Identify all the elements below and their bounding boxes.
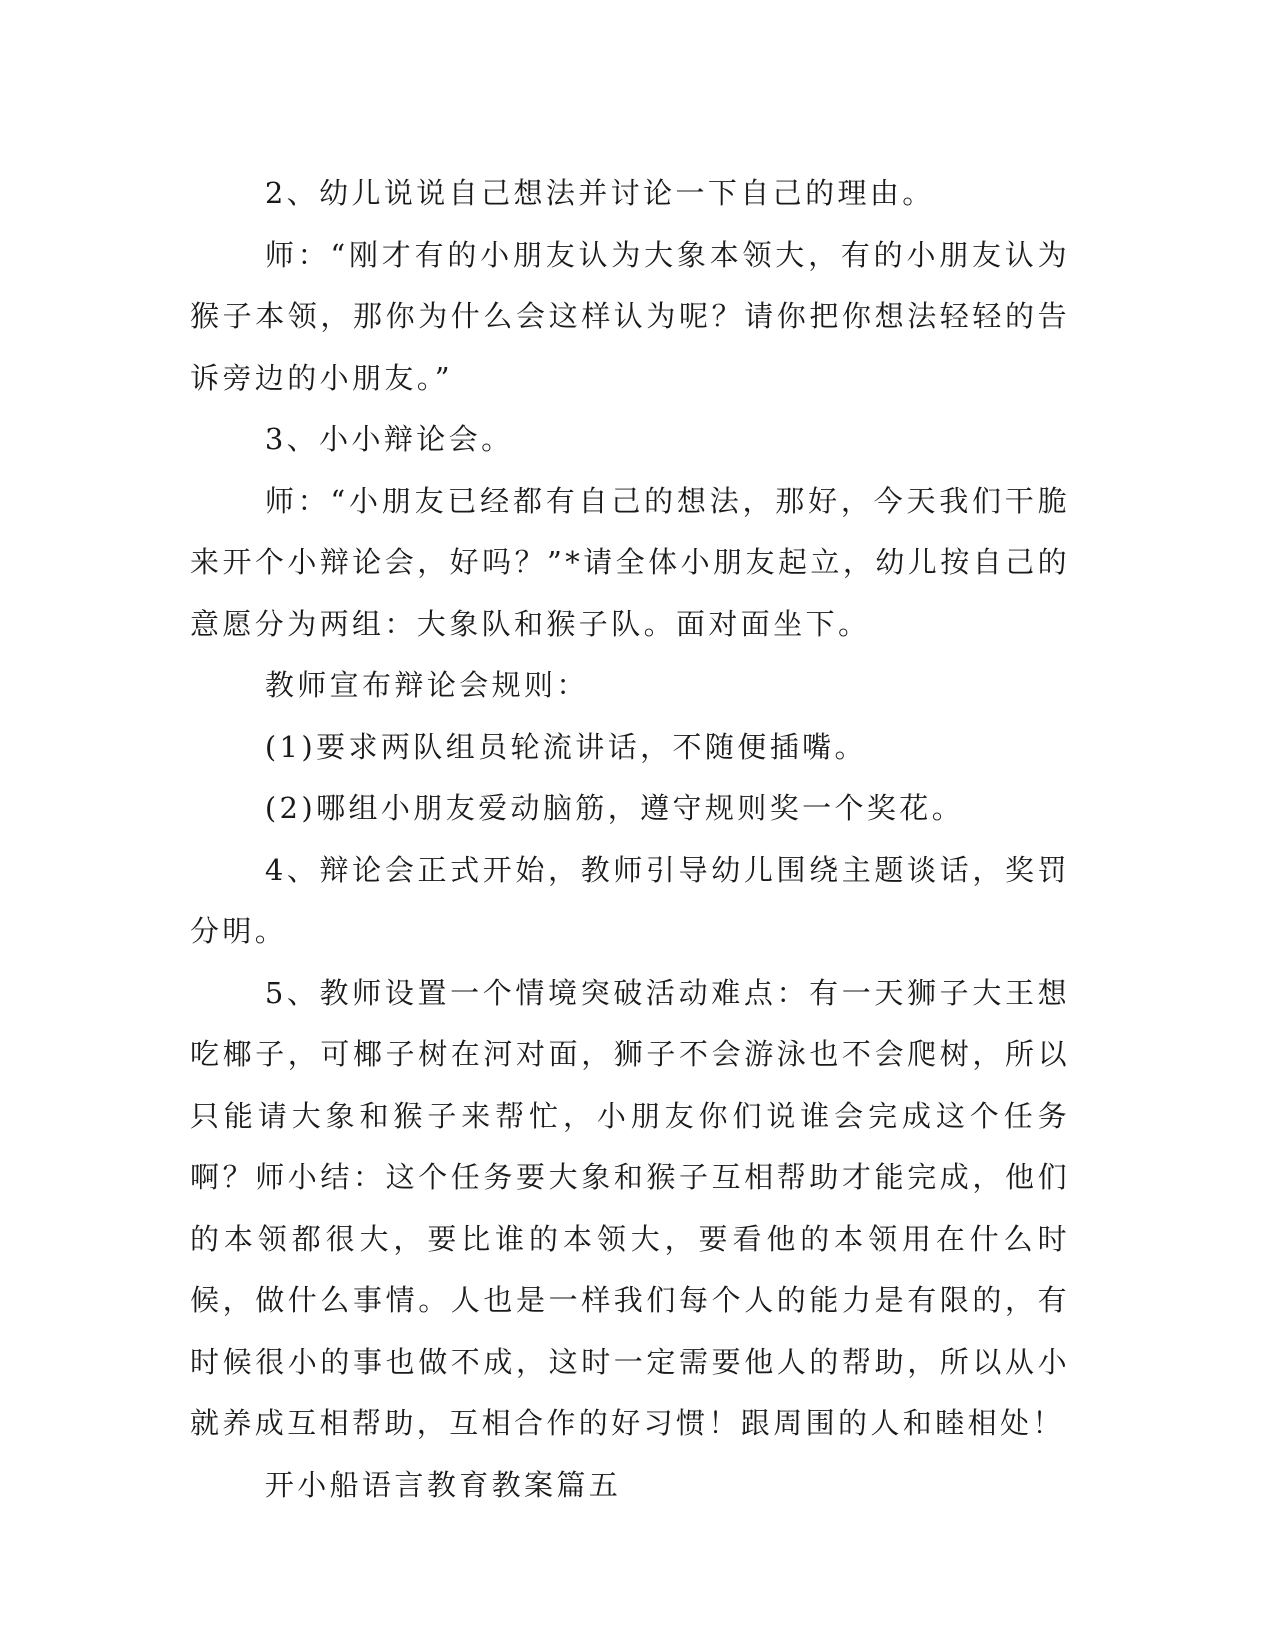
paragraph-teacher-question: 师：“刚才有的小朋友认为大象本领大，有的小朋友认为猴子本领，那你为什么会这样认为呢？请你把你想法轻轻的告诉旁边的小朋友。”	[190, 237, 1070, 395]
paragraph-step-3: 3、小小辩论会。	[264, 422, 514, 456]
paragraph-rule-1: (1)要求两队组员轮流讲话，不随便插嘴。	[264, 729, 867, 764]
document-body	[190, 163, 1070, 1516]
paragraph-debate-intro: 师：“小朋友已经都有自己的想法，那好，今天我们干脆来开个小辩论会，好吗？”*请全体小朋友起立，幼儿按自己的意愿分为两组：大象队和猴子队。面对面坐下。	[190, 483, 1070, 641]
paragraph-rules-heading: 教师宣布辩论会规则：	[264, 668, 589, 702]
paragraph-step-2: 2、幼儿说说自己想法并讨论一下自己的理由。	[264, 176, 935, 210]
section-heading: 开小船语言教育教案篇五	[264, 1467, 622, 1502]
paragraph-rule-2: (2)哪组小朋友爱动脑筋，遵守规则奖一个奖花。	[264, 791, 965, 825]
paragraph-step-5: 5、教师设置一个情境突破活动难点：有一天狮子大王想吃椰子，可椰子树在河对面，狮子不会游泳也不会爬树，所以只能请大象和猴子来帮忙，小朋友你们说谁会完成这个任务啊？师小结：这个任务要大象和猴子互相帮助才能完成，他们的本领都很大，要比谁的本领大，要看他的本领用在什么时候，做什么事情。人也是一样我们每个人的能力是有限的，有时候很小的事也做不成，这时一定需要他人的帮助，所以从小就养成互相帮助，互相合作的好习惯！跟周围的人和睦相处！	[190, 975, 1070, 1440]
paragraph-step-4: 4、辩论会正式开始，教师引导幼儿围绕主题谈话，奖罚分明。	[190, 852, 1070, 948]
